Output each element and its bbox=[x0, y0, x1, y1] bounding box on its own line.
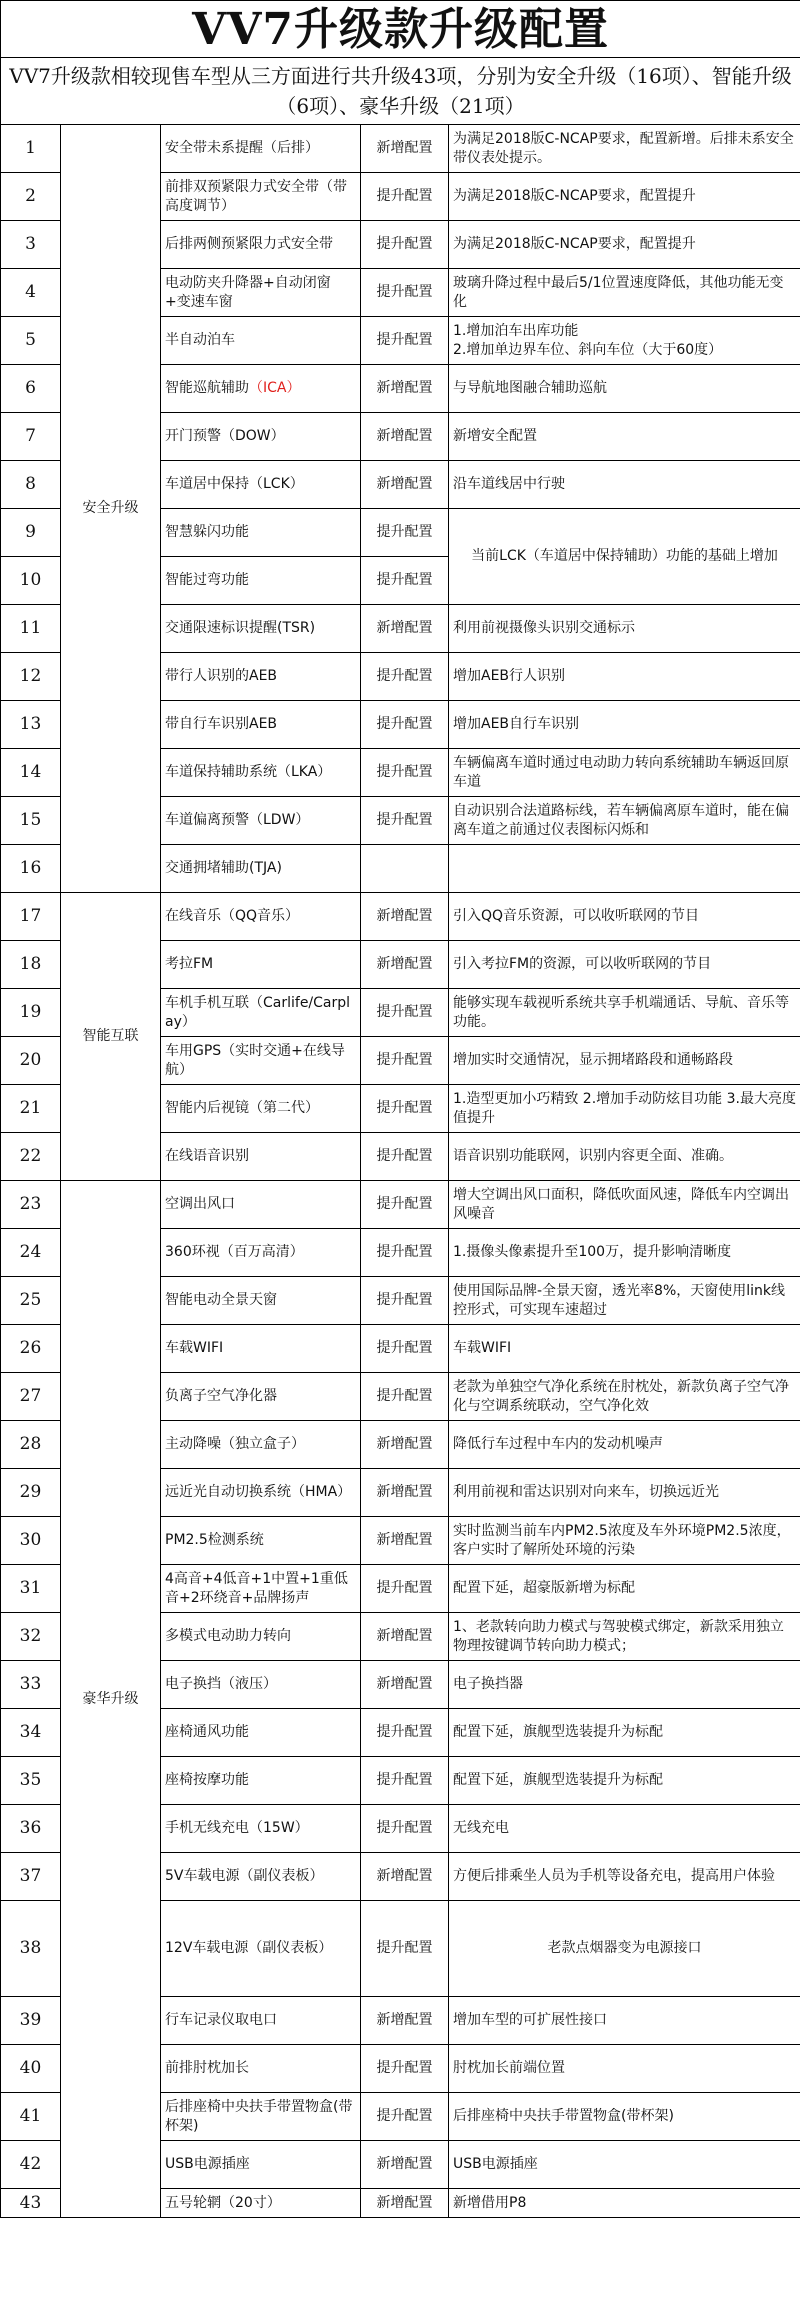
item-description: 增加AEB自行车识别 bbox=[449, 701, 800, 749]
row-number: 41 bbox=[1, 2093, 61, 2141]
row-number: 9 bbox=[1, 509, 61, 557]
config-type: 提升配置 bbox=[361, 797, 449, 845]
item-description: 后排座椅中央扶手带置物盒(带杯架) bbox=[449, 2093, 800, 2141]
config-type: 新增配置 bbox=[361, 1613, 449, 1661]
config-type: 提升配置 bbox=[361, 1805, 449, 1853]
config-type: 新增配置 bbox=[361, 1421, 449, 1469]
item-description: 语音识别功能联网，识别内容更全面、准确。 bbox=[449, 1133, 800, 1181]
item-description: 1.造型更加小巧精致 2.增加手动防炫目功能 3.最大亮度值提升 bbox=[449, 1085, 800, 1133]
item-description bbox=[449, 317, 800, 365]
row-number: 20 bbox=[1, 1037, 61, 1085]
row-number: 17 bbox=[1, 893, 61, 941]
item-description: 新增安全配置 bbox=[449, 413, 800, 461]
item-name-highlight: （ICA） bbox=[249, 380, 301, 396]
config-type: 提升配置 bbox=[361, 1325, 449, 1373]
row-number: 40 bbox=[1, 2045, 61, 2093]
item-description: 老款点烟器变为电源接口 bbox=[449, 1901, 800, 1997]
description-line: 1.增加泊车出库功能 bbox=[453, 322, 579, 339]
config-type: 提升配置 bbox=[361, 1181, 449, 1229]
item-description: 利用前视摄像头识别交通标示 bbox=[449, 605, 800, 653]
row-number: 11 bbox=[1, 605, 61, 653]
config-type: 新增配置 bbox=[361, 2141, 449, 2189]
row-number: 42 bbox=[1, 2141, 61, 2189]
config-type: 新增配置 bbox=[361, 893, 449, 941]
row-number: 12 bbox=[1, 653, 61, 701]
table-row bbox=[1, 1181, 800, 1229]
item-description: 增加AEB行人识别 bbox=[449, 653, 800, 701]
item-name: 车道保持辅助系统（LKA） bbox=[161, 749, 361, 797]
row-number: 23 bbox=[1, 1181, 61, 1229]
page-title: VV7升级款升级配置 bbox=[1, 1, 800, 58]
item-name: 5V车载电源（副仪表板） bbox=[161, 1853, 361, 1901]
item-name: USB电源插座 bbox=[161, 2141, 361, 2189]
row-number: 43 bbox=[1, 2189, 61, 2218]
config-type: 新增配置 bbox=[361, 941, 449, 989]
row-number: 32 bbox=[1, 1613, 61, 1661]
item-name: 360环视（百万高清） bbox=[161, 1229, 361, 1277]
config-type: 提升配置 bbox=[361, 1565, 449, 1613]
row-number: 33 bbox=[1, 1661, 61, 1709]
item-name: 车机手机互联（Carlife/Carplay） bbox=[161, 989, 361, 1037]
item-description: 降低行车过程中车内的发动机噪声 bbox=[449, 1421, 800, 1469]
config-type: 提升配置 bbox=[361, 1373, 449, 1421]
config-type: 提升配置 bbox=[361, 2093, 449, 2141]
item-description: 引入QQ音乐资源，可以收听联网的节目 bbox=[449, 893, 800, 941]
row-number: 35 bbox=[1, 1757, 61, 1805]
config-type: 提升配置 bbox=[361, 221, 449, 269]
row-number: 29 bbox=[1, 1469, 61, 1517]
row-number: 6 bbox=[1, 365, 61, 413]
item-name: 远近光自动切换系统（HMA） bbox=[161, 1469, 361, 1517]
config-type: 新增配置 bbox=[361, 1997, 449, 2045]
item-description: 实时监测当前车内PM2.5浓度及车外环境PM2.5浓度，客户实时了解所处环境的污染 bbox=[449, 1517, 800, 1565]
config-type: 新增配置 bbox=[361, 1661, 449, 1709]
row-number: 30 bbox=[1, 1517, 61, 1565]
item-name: 后排座椅中央扶手带置物盒(带杯架) bbox=[161, 2093, 361, 2141]
item-description: 自动识别合法道路标线，若车辆偏离原车道时，能在偏离车道之前通过仪表图标闪烁和 bbox=[449, 797, 800, 845]
item-name: 开门预警（DOW） bbox=[161, 413, 361, 461]
row-number: 1 bbox=[1, 125, 61, 173]
item-name: 智能内后视镜（第二代） bbox=[161, 1085, 361, 1133]
config-type: 提升配置 bbox=[361, 2045, 449, 2093]
item-name: 半自动泊车 bbox=[161, 317, 361, 365]
row-number: 28 bbox=[1, 1421, 61, 1469]
config-type: 提升配置 bbox=[361, 1229, 449, 1277]
row-number: 25 bbox=[1, 1277, 61, 1325]
category-safety: 安全升级 bbox=[61, 125, 161, 893]
config-type: 新增配置 bbox=[361, 413, 449, 461]
row-number: 36 bbox=[1, 1805, 61, 1853]
config-type: 提升配置 bbox=[361, 1277, 449, 1325]
item-name: 座椅按摩功能 bbox=[161, 1757, 361, 1805]
item-name: 空调出风口 bbox=[161, 1181, 361, 1229]
config-type: 提升配置 bbox=[361, 269, 449, 317]
config-type: 提升配置 bbox=[361, 653, 449, 701]
item-description: 1、老款转向助力模式与驾驶模式绑定，新款采用独立物理按键调节转向助力模式； bbox=[449, 1613, 800, 1661]
item-description: 使用国际品牌-全景天窗，透光率8%，天窗使用link线控形式，可实现车速超过 bbox=[449, 1277, 800, 1325]
item-name: 安全带未系提醒（后排） bbox=[161, 125, 361, 173]
row-number: 10 bbox=[1, 557, 61, 605]
item-name: 前排双预紧限力式安全带（带高度调节） bbox=[161, 173, 361, 221]
item-description: 老款为单独空气净化系统在肘枕处，新款负离子空气净化与空调系统联动，空气净化效 bbox=[449, 1373, 800, 1421]
item-description: 新增借用P8 bbox=[449, 2189, 800, 2218]
config-type: 新增配置 bbox=[361, 1517, 449, 1565]
item-description: 电子换挡器 bbox=[449, 1661, 800, 1709]
item-description bbox=[449, 845, 800, 893]
item-name: 主动降噪（独立盒子） bbox=[161, 1421, 361, 1469]
row-number: 38 bbox=[1, 1901, 61, 1997]
item-name: 智能过弯功能 bbox=[161, 557, 361, 605]
item-description: 为满足2018版C-NCAP要求，配置提升 bbox=[449, 221, 800, 269]
config-type: 提升配置 bbox=[361, 701, 449, 749]
item-name: 带自行车识别AEB bbox=[161, 701, 361, 749]
item-name: 车道偏离预警（LDW） bbox=[161, 797, 361, 845]
config-type: 提升配置 bbox=[361, 989, 449, 1037]
item-name: 交通拥堵辅助(TJA) bbox=[161, 845, 361, 893]
item-description: 配置下延，旗舰型选装提升为标配 bbox=[449, 1757, 800, 1805]
row-number: 15 bbox=[1, 797, 61, 845]
item-description: 当前LCK（车道居中保持辅助）功能的基础上增加 bbox=[449, 509, 800, 605]
item-name: 在线音乐（QQ音乐） bbox=[161, 893, 361, 941]
item-name: 后排两侧预紧限力式安全带 bbox=[161, 221, 361, 269]
item-name: 在线语音识别 bbox=[161, 1133, 361, 1181]
item-description: 配置下延，旗舰型选装提升为标配 bbox=[449, 1709, 800, 1757]
description-line: 2.增加单边界车位、斜向车位（大于60度） bbox=[453, 341, 723, 358]
item-name: 电子换挡（液压） bbox=[161, 1661, 361, 1709]
row-number: 5 bbox=[1, 317, 61, 365]
row-number: 16 bbox=[1, 845, 61, 893]
row-number: 18 bbox=[1, 941, 61, 989]
row-number: 39 bbox=[1, 1997, 61, 2045]
item-name: 车用GPS（实时交通+在线导航） bbox=[161, 1037, 361, 1085]
item-name: 智慧躲闪功能 bbox=[161, 509, 361, 557]
config-type: 提升配置 bbox=[361, 173, 449, 221]
row-number: 14 bbox=[1, 749, 61, 797]
row-number: 4 bbox=[1, 269, 61, 317]
item-name: 智能电动全景天窗 bbox=[161, 1277, 361, 1325]
config-type: 新增配置 bbox=[361, 2189, 449, 2218]
item-description: 能够实现车载视听系统共享手机端通话、导航、音乐等功能。 bbox=[449, 989, 800, 1037]
config-type: 新增配置 bbox=[361, 125, 449, 173]
row-number: 26 bbox=[1, 1325, 61, 1373]
row-number: 19 bbox=[1, 989, 61, 1037]
config-type bbox=[361, 845, 449, 893]
row-number: 13 bbox=[1, 701, 61, 749]
item-name: 带行人识别的AEB bbox=[161, 653, 361, 701]
item-description: 车载WIFI bbox=[449, 1325, 800, 1373]
item-name: 多模式电动助力转向 bbox=[161, 1613, 361, 1661]
config-type: 提升配置 bbox=[361, 1133, 449, 1181]
item-description: 肘枕加长前端位置 bbox=[449, 2045, 800, 2093]
config-type: 新增配置 bbox=[361, 1853, 449, 1901]
item-description: 增加实时交通情况，显示拥堵路段和通畅路段 bbox=[449, 1037, 800, 1085]
table-row bbox=[1, 125, 800, 173]
category-luxury: 豪华升级 bbox=[61, 1181, 161, 2218]
item-name: 行车记录仪取电口 bbox=[161, 1997, 361, 2045]
item-description: 配置下延，超豪版新增为标配 bbox=[449, 1565, 800, 1613]
item-description: 为满足2018版C-NCAP要求，配置提升 bbox=[449, 173, 800, 221]
config-type: 新增配置 bbox=[361, 461, 449, 509]
item-name-text: 智能巡航辅助 bbox=[165, 380, 249, 396]
config-type: 提升配置 bbox=[361, 1757, 449, 1805]
config-type: 提升配置 bbox=[361, 749, 449, 797]
row-number: 2 bbox=[1, 173, 61, 221]
row-number: 37 bbox=[1, 1853, 61, 1901]
summary-text: VV7升级款相较现售车型从三方面进行共升级43项，分别为安全升级（16项）、智能升级（6项）、豪华升级（21项） bbox=[1, 58, 800, 125]
item-description: 方便后排乘坐人员为手机等设备充电，提高用户体验 bbox=[449, 1853, 800, 1901]
row-number: 21 bbox=[1, 1085, 61, 1133]
item-description: 引入考拉FM的资源，可以收听联网的节目 bbox=[449, 941, 800, 989]
item-description: USB电源插座 bbox=[449, 2141, 800, 2189]
item-name: 考拉FM bbox=[161, 941, 361, 989]
config-type: 新增配置 bbox=[361, 1469, 449, 1517]
row-number: 7 bbox=[1, 413, 61, 461]
item-description: 1.摄像头像素提升至100万，提升影响清晰度 bbox=[449, 1229, 800, 1277]
item-name bbox=[161, 365, 361, 413]
table-row bbox=[1, 893, 800, 941]
config-type: 提升配置 bbox=[361, 1709, 449, 1757]
row-number: 24 bbox=[1, 1229, 61, 1277]
item-name: 车道居中保持（LCK） bbox=[161, 461, 361, 509]
row-number: 27 bbox=[1, 1373, 61, 1421]
item-name: 座椅通风功能 bbox=[161, 1709, 361, 1757]
item-name: 交通限速标识提醒(TSR) bbox=[161, 605, 361, 653]
row-number: 34 bbox=[1, 1709, 61, 1757]
item-name: 前排肘枕加长 bbox=[161, 2045, 361, 2093]
item-name: 4高音+4低音+1中置+1重低音+2环绕音+品牌扬声 bbox=[161, 1565, 361, 1613]
row-number: 3 bbox=[1, 221, 61, 269]
config-type: 提升配置 bbox=[361, 1901, 449, 1997]
item-name: 电动防夹升降器+自动闭窗+变速车窗 bbox=[161, 269, 361, 317]
item-description: 沿车道线居中行驶 bbox=[449, 461, 800, 509]
config-type: 提升配置 bbox=[361, 557, 449, 605]
item-name: 车载WIFI bbox=[161, 1325, 361, 1373]
item-description: 无线充电 bbox=[449, 1805, 800, 1853]
config-type: 新增配置 bbox=[361, 365, 449, 413]
row-number: 8 bbox=[1, 461, 61, 509]
item-description: 增大空调出风口面积，降低吹面风速，降低车内空调出风噪音 bbox=[449, 1181, 800, 1229]
item-name: 五号轮辋（20寸） bbox=[161, 2189, 361, 2218]
config-type: 提升配置 bbox=[361, 1037, 449, 1085]
item-name: 手机无线充电（15W） bbox=[161, 1805, 361, 1853]
row-number: 22 bbox=[1, 1133, 61, 1181]
item-description: 车辆偏离车道时通过电动助力转向系统辅助车辆返回原车道 bbox=[449, 749, 800, 797]
item-description: 为满足2018版C-NCAP要求，配置新增。后排未系安全带仪表处提示。 bbox=[449, 125, 800, 173]
item-description: 玻璃升降过程中最后5/1位置速度降低，其他功能无变化 bbox=[449, 269, 800, 317]
row-number: 31 bbox=[1, 1565, 61, 1613]
item-name: PM2.5检测系统 bbox=[161, 1517, 361, 1565]
config-type: 新增配置 bbox=[361, 605, 449, 653]
item-name: 12V车载电源（副仪表板） bbox=[161, 1901, 361, 1997]
item-description: 利用前视和雷达识别对向来车，切换远近光 bbox=[449, 1469, 800, 1517]
item-name: 负离子空气净化器 bbox=[161, 1373, 361, 1421]
config-type: 提升配置 bbox=[361, 509, 449, 557]
category-smart: 智能互联 bbox=[61, 893, 161, 1181]
item-description: 与导航地图融合辅助巡航 bbox=[449, 365, 800, 413]
config-type: 提升配置 bbox=[361, 1085, 449, 1133]
item-description: 增加车型的可扩展性接口 bbox=[449, 1997, 800, 2045]
config-type: 提升配置 bbox=[361, 317, 449, 365]
